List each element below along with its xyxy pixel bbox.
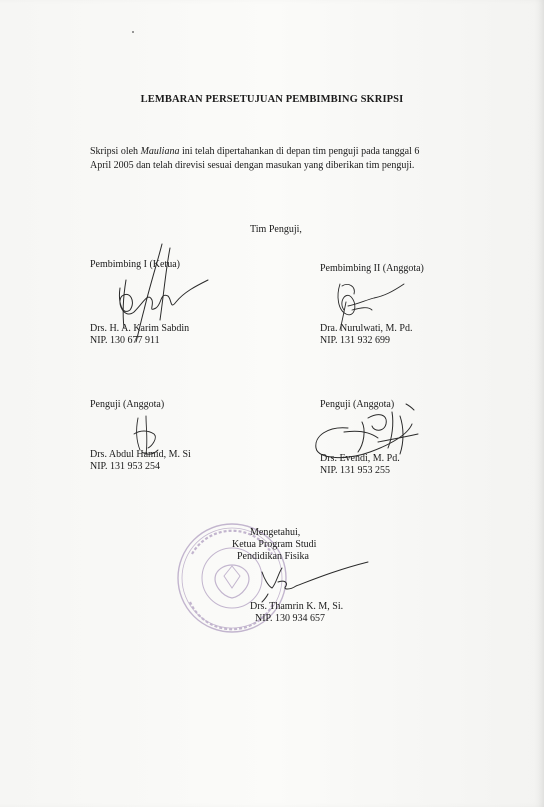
examiner-1-signature	[100, 240, 210, 345]
intro-line2: April 2005 dan telah direvisi sesuai dengan masukan yang diberikan tim penguji.	[90, 160, 415, 171]
examiner-4-role: Penguji (Anggota)	[320, 399, 395, 410]
examiner-2-name: Dra. Nurulwati, M. Pd.	[320, 323, 413, 334]
approval-nip: NIP. 130 934 657	[255, 613, 326, 624]
intro-paragraph	[90, 145, 480, 173]
examiner-2-nip: NIP. 131 932 699	[320, 335, 391, 346]
approval-position-line2: Pendidikan Fisika	[237, 551, 309, 562]
examiner-4-name: Drs. Evendi, M. Pd.	[320, 453, 400, 464]
examiner-3-signature	[128, 412, 168, 462]
approval-position-line1: Ketua Program Studi	[232, 539, 317, 550]
intro-line1-after: ini telah dipertahankan di depan tim penguji pada tanggal 6	[179, 146, 420, 157]
examiner-2-role: Pembimbing II (Anggota)	[320, 263, 424, 274]
examiner-3-name: Drs. Abdul Hamid, M. Si	[90, 449, 191, 460]
examiner-4-signature	[308, 398, 426, 468]
approval-heading: Mengetahui,	[250, 527, 301, 538]
examiner-1-role: Pembimbing I (Ketua)	[90, 259, 180, 270]
examiner-3-role: Penguji (Anggota)	[90, 399, 165, 410]
examiner-3-nip: NIP. 131 953 254	[90, 461, 161, 472]
approval-signature	[256, 558, 371, 603]
examiner-1-name: Drs. H. A. Karim Sabdin	[90, 323, 190, 334]
intro-before: Skripsi oleh	[90, 146, 139, 157]
author-name: Mauliana	[140, 146, 180, 157]
examiner-2-signature	[328, 276, 408, 336]
paper-speck	[132, 31, 134, 33]
team-heading: Tim Penguji,	[250, 224, 302, 235]
examiner-4-nip: NIP. 131 953 255	[320, 465, 391, 476]
page-title: LEMBARAN PERSETUJUAN PEMBIMBING SKRIPSI	[140, 94, 404, 105]
examiner-1-nip: NIP. 130 677 911	[90, 335, 160, 346]
approval-name: Drs. Thamrin K. M, Si.	[250, 601, 344, 612]
